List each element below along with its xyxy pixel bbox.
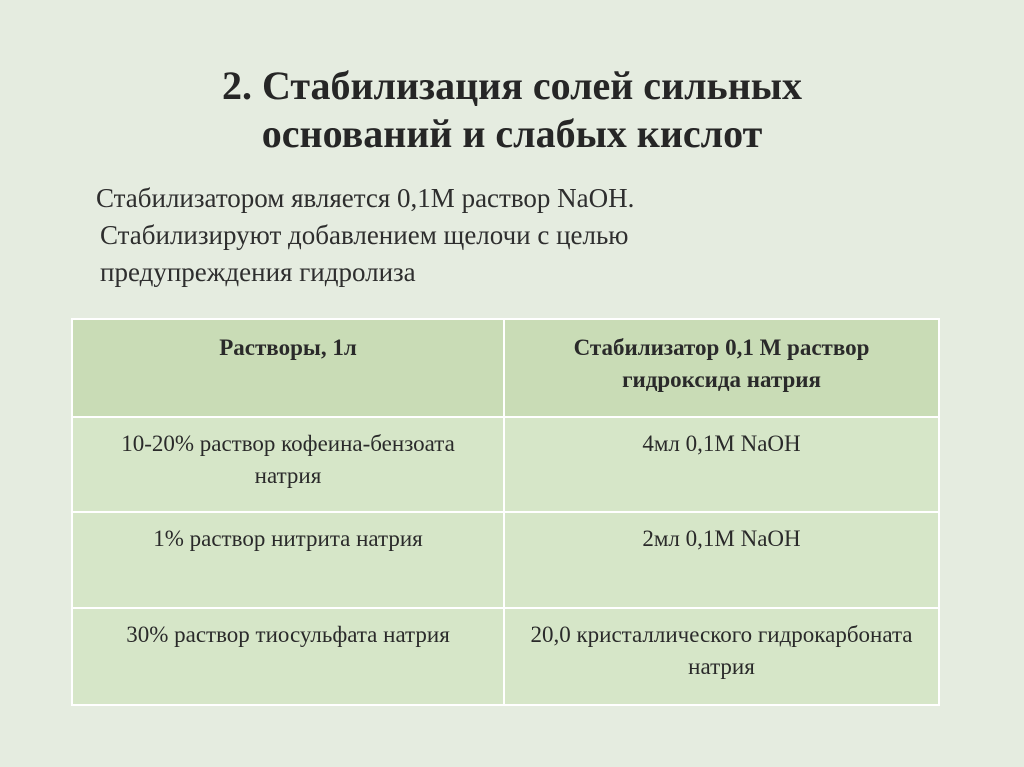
title-line-2: оснований и слабых кислот bbox=[261, 111, 763, 156]
stabilizer-table bbox=[71, 318, 940, 706]
subtitle-line-2: Стабилизируют добавлением щелочи с целью bbox=[100, 220, 629, 250]
cell-solution: 30% раствор тиосульфата натрия bbox=[72, 608, 504, 705]
header-stabilizer: Стабилизатор 0,1 М раствор гидроксида натрия bbox=[504, 319, 939, 417]
title-line-1: 2. Стабилизация солей сильных bbox=[222, 63, 802, 108]
cell-solution: 10-20% раствор кофеина-бензоата натрия bbox=[72, 417, 504, 512]
table-row bbox=[72, 608, 939, 705]
subtitle-line-1: Стабилизатором является 0,1М раствор NaOH. bbox=[96, 183, 635, 213]
table-row bbox=[72, 512, 939, 608]
subtitle-line-3: предупреждения гидролиза bbox=[100, 257, 416, 287]
cell-stabilizer: 20,0 кристаллического гидрокарбоната натрия bbox=[504, 608, 939, 705]
header-solutions: Растворы, 1л bbox=[72, 319, 504, 417]
table-header-row bbox=[72, 319, 939, 417]
cell-stabilizer: 2мл 0,1М NaOH bbox=[504, 512, 939, 608]
cell-solution: 1% раствор нитрита натрия bbox=[72, 512, 504, 608]
table-row bbox=[72, 417, 939, 512]
slide-subtitle bbox=[96, 180, 836, 291]
cell-stabilizer: 4мл 0,1М NaOH bbox=[504, 417, 939, 512]
slide-title bbox=[60, 62, 964, 158]
